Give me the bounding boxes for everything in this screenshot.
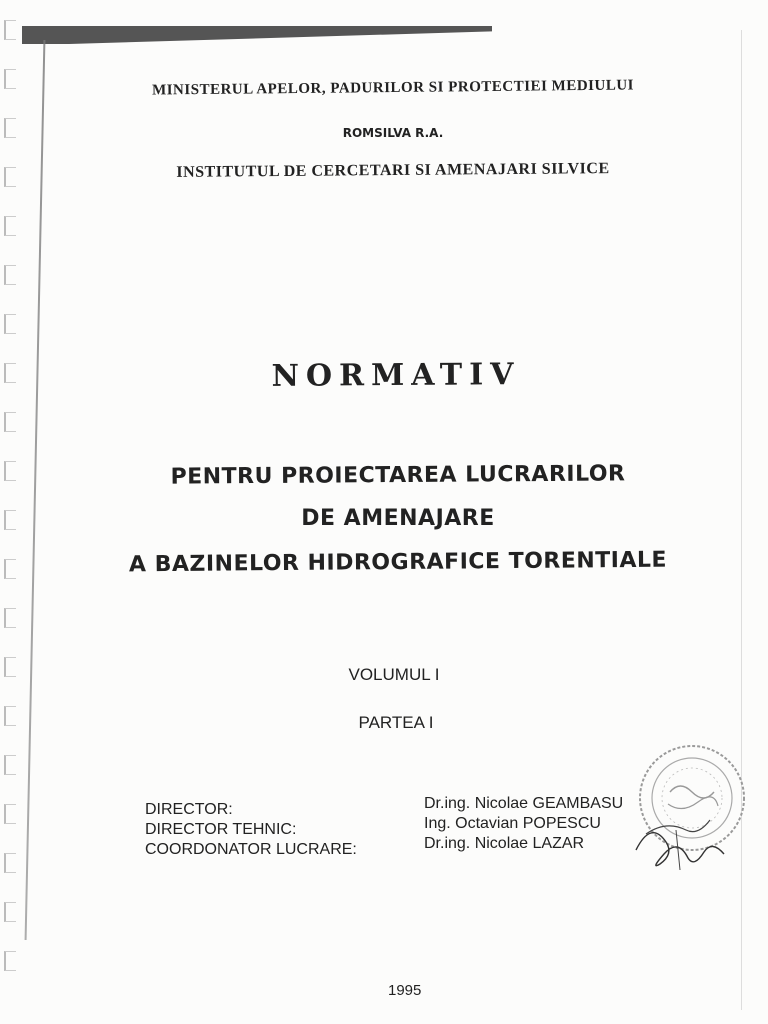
binding-loop [4,461,16,481]
binding-loop [4,951,16,971]
binding-loop [4,657,16,677]
scan-edge-shadow [22,26,492,44]
binding-loop [4,118,16,138]
binding-loop [4,902,16,922]
binding-loop [4,608,16,628]
institute-heading: INSTITUTUL DE CERCETARI SI AMENAJARI SILVICE [176,160,610,181]
binding-loop [4,69,16,89]
binding-loop [4,853,16,873]
binding-loop [4,804,16,824]
role-technical-director: DIRECTOR TEHNIC: [145,821,297,838]
role-coordinator: COORDONATOR LUCRARE: [145,841,357,858]
binding-loop [4,363,16,383]
publication-year: 1995 [388,982,422,999]
subtitle-line-1: PENTRU PROIECTAREA LUCRARILOR [170,461,626,490]
handwritten-signature-icon [616,790,746,880]
name-coordinator: Dr.ing. Nicolae LAZAR [424,835,585,852]
ministry-heading: MINISTERUL APELOR, PADURILOR SI PROTECTIEI MEDIULUI [151,77,635,99]
binding-loop [4,167,16,187]
role-director: DIRECTOR: [145,801,233,818]
binding-loop [4,559,16,579]
binding-loop [4,265,16,285]
document-title: NORMATIV [271,357,521,394]
name-technical-director: Ing. Octavian POPESCU [424,815,601,832]
name-director: Dr.ing. Nicolae GEAMBASU [424,795,624,812]
company-heading: ROMSILVA R.A. [342,126,444,140]
binding-loop [4,755,16,775]
binding-loop [4,706,16,726]
subtitle-line-3: A BAZINELOR HIDROGRAFICE TORENTIALE [128,547,668,578]
binding-loop [4,314,16,334]
signatory-roles [145,800,357,860]
binding-loop [4,412,16,432]
binding-loop [4,216,16,236]
binding-loop [4,510,16,530]
part-label: PARTEA I [358,713,434,732]
subtitle-line-2: DE AMENAJARE [301,506,495,531]
binding-loop [4,20,16,40]
signatory-names [424,794,623,854]
spiral-binding [4,20,18,1010]
volume-label: VOLUMUL I [348,665,440,684]
